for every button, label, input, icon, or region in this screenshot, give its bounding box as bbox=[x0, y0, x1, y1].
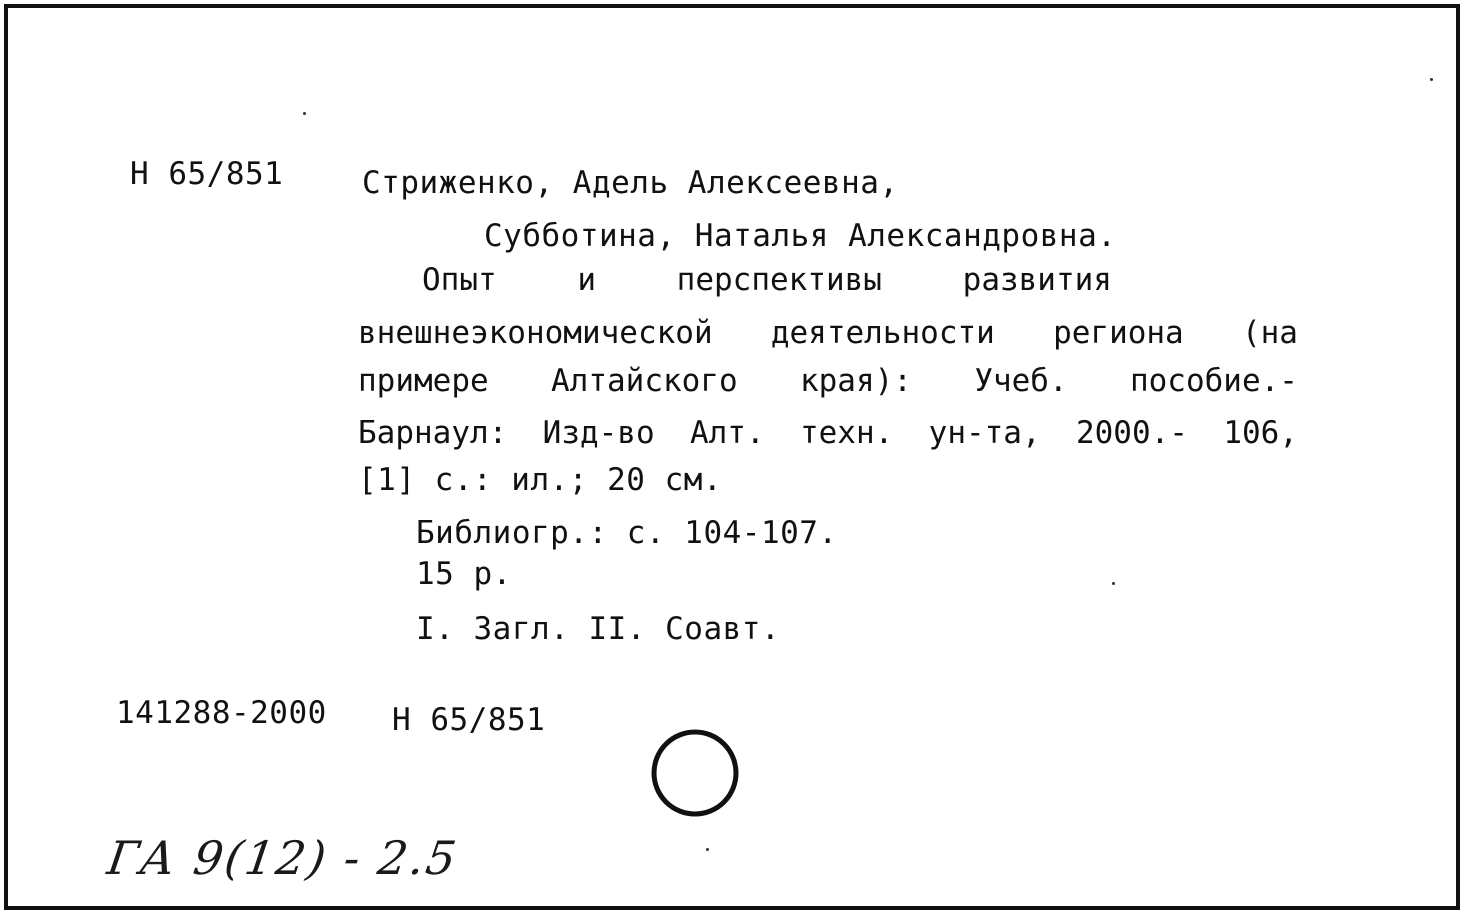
price: 15 р. bbox=[416, 556, 512, 592]
speck bbox=[1430, 78, 1433, 81]
title-word: перспективы bbox=[676, 262, 882, 298]
coauthor-line: Субботина, Наталья Александровна. bbox=[484, 218, 1117, 254]
title-word: Изд-во bbox=[542, 415, 655, 451]
title-word: региона bbox=[1053, 315, 1184, 351]
handwritten-classification-code: ГА 9(12) - 2.5 bbox=[104, 831, 462, 885]
title-word: примере bbox=[358, 363, 489, 399]
circle-stamp-icon bbox=[650, 728, 740, 818]
author-line: Стриженко, Адель Алексеевна, bbox=[362, 165, 899, 201]
title-word: внешнеэкономической bbox=[358, 315, 713, 351]
title-word: ун-та, bbox=[928, 415, 1041, 451]
shelfmark: Н 65/851 bbox=[130, 156, 284, 192]
bibliography-note: Библиогр.: с. 104-107. bbox=[416, 515, 838, 551]
speck bbox=[303, 112, 306, 115]
title-word: Опыт bbox=[422, 262, 497, 298]
title-line-3 bbox=[358, 363, 1298, 399]
title-word: Алт. bbox=[689, 415, 765, 451]
title-line-1 bbox=[422, 262, 1112, 298]
tracings: I. Загл. II. Соавт. bbox=[416, 611, 781, 647]
title-word: 106, bbox=[1223, 415, 1298, 451]
shelfmark-bottom: Н 65/851 bbox=[392, 702, 546, 738]
title-word: (на bbox=[1241, 315, 1298, 351]
accession-number: 141288-2000 bbox=[116, 695, 327, 731]
physical-description: [1] с.: ил.; 20 см. bbox=[358, 462, 723, 498]
title-word: и bbox=[577, 262, 596, 298]
title-word: пособие.- bbox=[1129, 363, 1298, 399]
title-line-2 bbox=[358, 315, 1298, 351]
title-word: техн. bbox=[799, 415, 894, 451]
speck bbox=[706, 848, 709, 851]
title-word: Алтайского bbox=[551, 363, 738, 399]
title-word: края): bbox=[799, 363, 912, 399]
speck bbox=[1112, 582, 1115, 585]
title-word: Барнаул: bbox=[358, 415, 508, 451]
title-word: развития bbox=[962, 262, 1112, 298]
title-word: деятельности bbox=[770, 315, 995, 351]
title-line-4 bbox=[358, 415, 1298, 451]
title-word: 2000.- bbox=[1075, 415, 1188, 451]
title-word: Учеб. bbox=[974, 363, 1068, 399]
